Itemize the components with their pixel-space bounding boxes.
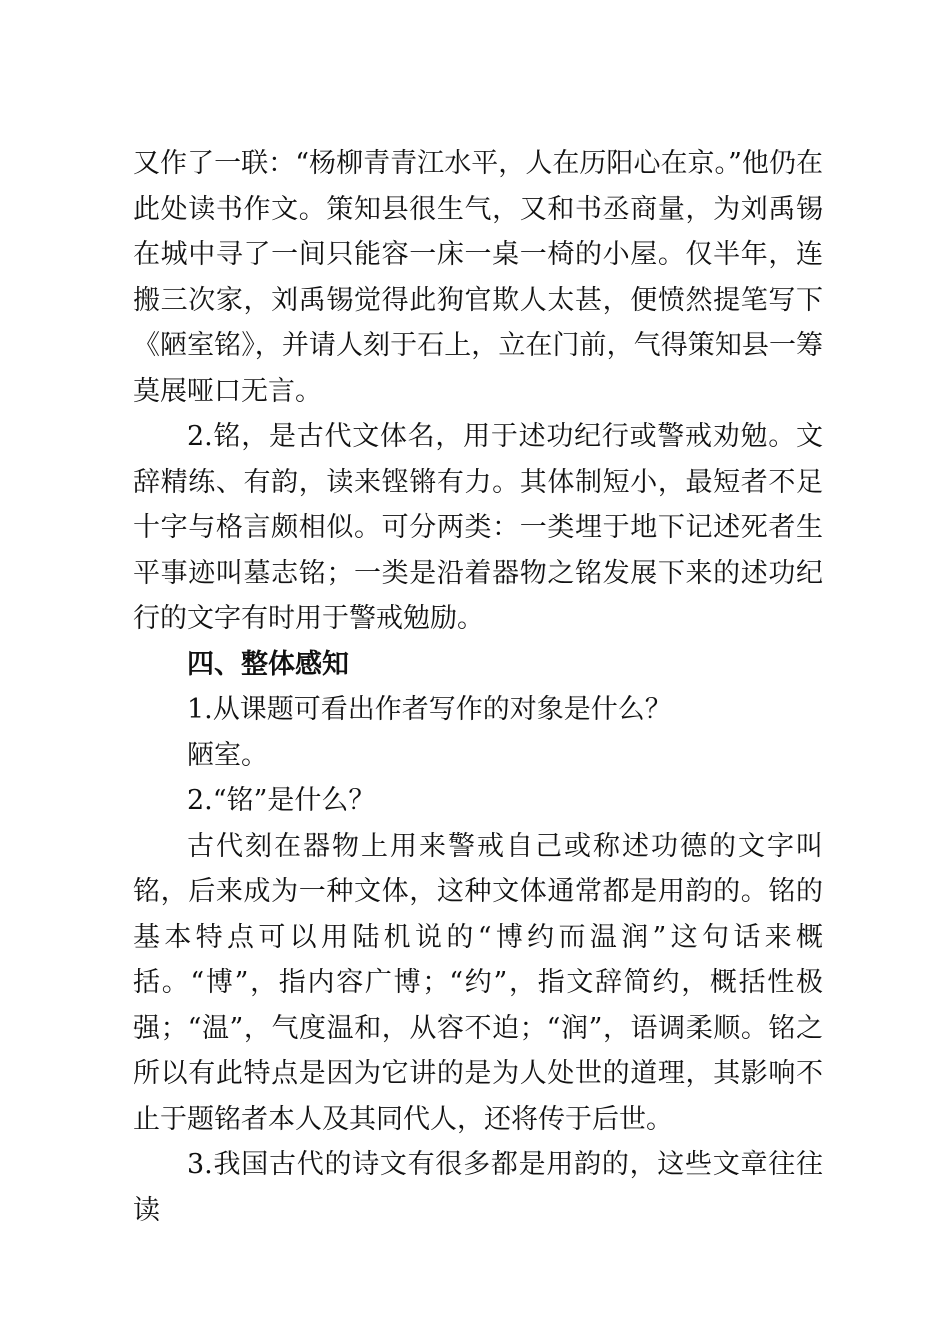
answer-paragraph: 古代刻在器物上用来警戒自己或称述功德的文字叫铭，后来成为一种文体，这种文体通常都是用韵的。铭的基本特点可以用陆机说的“博约而温润”这句话来概括。“博”，指内容广博；“约”，指文辞简约，概括性极强；“温”，气度温和，从容不迫；“润”，语调柔顺。铭之所以有此特点是因为它讲的是为人处世的道理，其影响不止于题铭者本人及其同代人，还将传于后世。: [133, 830, 823, 1135]
section-heading: 四、整体感知: [187, 648, 349, 680]
document-body: [133, 141, 823, 1233]
question-paragraph: 2.“铭”是什么？: [187, 785, 376, 816]
body-paragraph: 又作了一联：“杨柳青青江水平，人在历阳心在京。”他仍在此处读书作文。策知县很生气，又和书丞商量，为刘禹锡在城中寻了一间只能容一床一桌一椅的小屋。仅半年，连搬三次家，刘禹锡觉得此狗官欺人太甚，便愤然提笔写下《陋室铭》，并请人刻于石上，立在门前，气得策知县一筹莫展哑口无言。: [133, 148, 823, 407]
body-paragraph: 2.铭，是古代文体名，用于述功纪行或警戒劝勉。文辞精练、有韵，读来铿锵有力。其体制短小，最短者不足十字与格言颇相似。可分两类：一类埋于地下记述死者生平事迹叫墓志铭；一类是沿着器物之铭发展下来的述功纪行的文字有时用于警戒勉励。: [133, 421, 823, 634]
answer-paragraph: 陋室。: [187, 739, 268, 771]
question-paragraph: 3.我国古代的诗文有很多都是用韵的，这些文章往往读: [133, 1149, 823, 1226]
question-paragraph: 1.从课题可看出作者写作的对象是什么？: [187, 694, 672, 725]
